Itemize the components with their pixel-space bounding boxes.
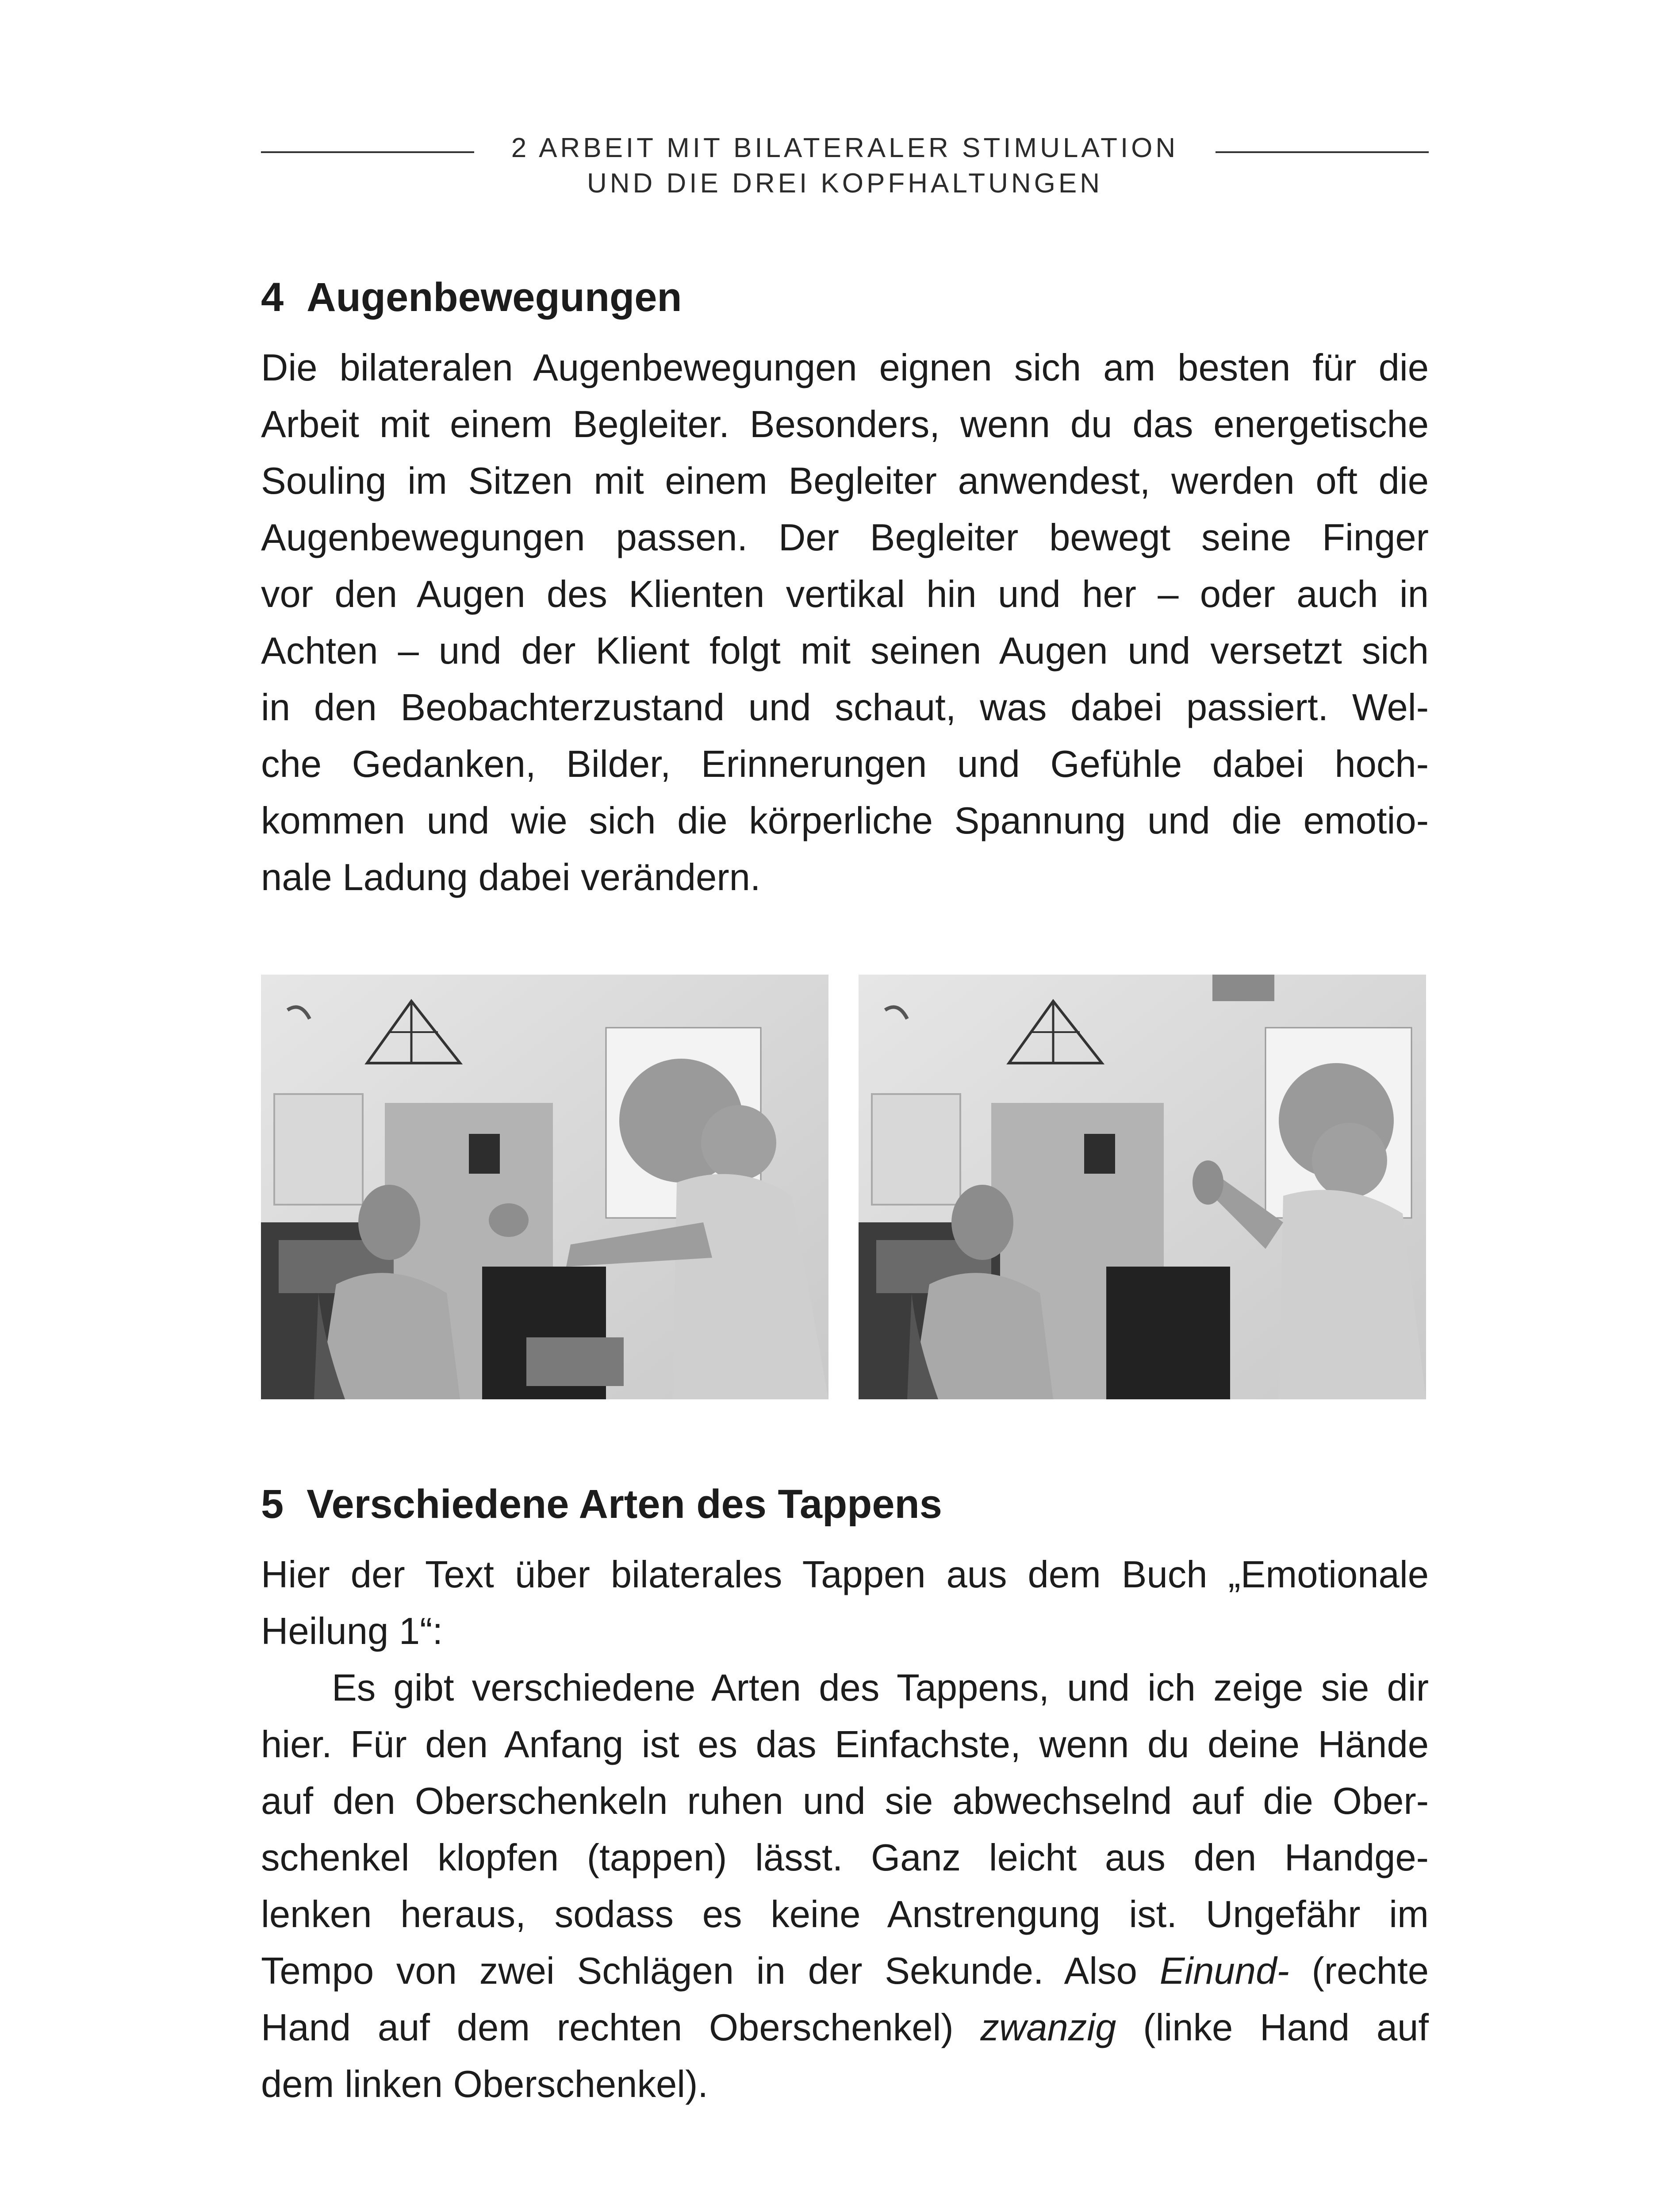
quote-line-7 bbox=[261, 2000, 1429, 2056]
section-4-body bbox=[261, 340, 1429, 906]
header-line-2: UND DIE DREI KOPFHALTUNGEN bbox=[587, 168, 1103, 199]
quote-line-6 bbox=[261, 1943, 1429, 2000]
section-5-title: Verschiedene Arten des Tappens bbox=[307, 1482, 942, 1527]
section-4-line: Souling im Sitzen mit einem Begleiter anwendest, werden oft die bbox=[261, 460, 1429, 502]
section-5-heading bbox=[261, 1478, 1429, 1531]
italic-zwanzig: zwanzig bbox=[980, 2007, 1116, 2049]
quote-line-6-start: Tempo von zwei Schlägen in der Sekunde. Also bbox=[261, 1950, 1137, 1992]
photo-left-illustration bbox=[261, 975, 828, 1399]
photo-eye-movements-left bbox=[261, 975, 828, 1399]
section-5-number: 5 bbox=[261, 1482, 284, 1527]
quote-line-7-start: Hand auf dem rechten Oberschenkel) bbox=[261, 2007, 981, 2049]
section-4-line: in den Beobachterzustand und schaut, was dabei passiert. Wel- bbox=[261, 687, 1429, 729]
header-line-1: 2 ARBEIT MIT BILATERALER STIMULATION bbox=[511, 133, 1179, 163]
section-4-line: Die bilateralen Augenbewegungen eignen sich am besten für die bbox=[261, 347, 1429, 389]
section-4-heading bbox=[261, 271, 1429, 324]
section-5-body bbox=[261, 1547, 1429, 2113]
section-4-number: 4 bbox=[261, 275, 284, 320]
section-4-line: nale Ladung dabei verändern. bbox=[261, 856, 761, 899]
photo-right-illustration bbox=[859, 975, 1426, 1399]
quote-line-7-end: (linke Hand auf bbox=[1116, 2007, 1429, 2049]
section-4-line: Arbeit mit einem Begleiter. Besonders, wenn du das energetische bbox=[261, 403, 1429, 445]
quote-line: auf den Oberschenkeln ruhen und sie abwechselnd auf die Ober- bbox=[261, 1780, 1429, 1822]
section-5-intro-line: Hier der Text über bilaterales Tappen aus dem Buch „Emotionale bbox=[261, 1554, 1429, 1596]
quote-line-6-end: (rechte bbox=[1289, 1950, 1429, 1992]
quote-line: Es gibt verschiedene Arten des Tappens, und ich zeige sie dir bbox=[332, 1667, 1429, 1709]
photo-eye-movements-right bbox=[859, 975, 1426, 1399]
section-4-title: Augenbewegungen bbox=[307, 275, 682, 320]
quote-line: hier. Für den Anfang ist es das Einfachste, wenn du deine Hände bbox=[261, 1724, 1429, 1766]
quote-line: schenkel klopfen (tappen) lässt. Ganz leicht aus den Handge- bbox=[261, 1837, 1429, 1879]
section-4-line: Achten – und der Klient folgt mit seinen Augen und versetzt sich bbox=[261, 630, 1429, 672]
quote-line: lenken heraus, sodass es keine Anstrengung ist. Ungefähr im bbox=[261, 1893, 1429, 1936]
running-header bbox=[261, 125, 1429, 200]
section-4-line: che Gedanken, Bilder, Erinnerungen und Gefühle dabei hoch- bbox=[261, 743, 1429, 785]
italic-einund: Einund- bbox=[1159, 1950, 1289, 1992]
section-4-line: Augenbewegungen passen. Der Begleiter bewegt seine Finger bbox=[261, 517, 1429, 559]
section-4-line: kommen und wie sich die körperliche Spannung und die emotio- bbox=[261, 800, 1429, 842]
section-5-intro-line: Heilung 1“: bbox=[261, 1610, 443, 1652]
quote-line-8: dem linken Oberschenkel). bbox=[261, 2063, 709, 2105]
section-4-line: vor den Augen des Klienten vertikal hin und her – oder auch in bbox=[261, 573, 1429, 615]
